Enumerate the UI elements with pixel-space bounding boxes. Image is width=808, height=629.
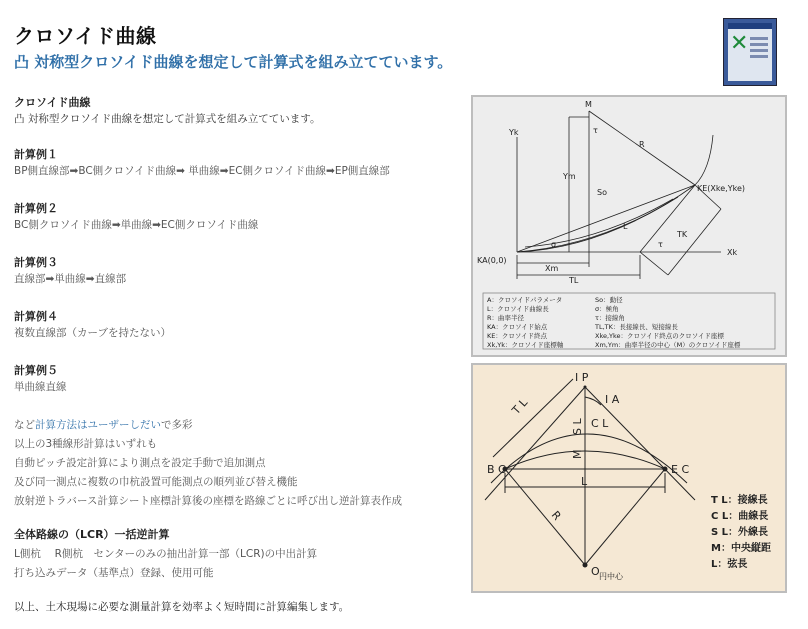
example-5-heading: 計算例５ [14,364,58,377]
legend-left-6: Xk,Yk：クロソイド座標軸 [487,341,564,349]
legend-l: L：弦長 [711,559,748,570]
description-column [14,95,454,615]
footer-text: 以上、土木現場に必要な測量計算を効率よく短時間に計算編集します。 [14,601,350,613]
label-ke: KE(Xke,Yke) [697,184,745,193]
radius-right [585,469,665,565]
example-3-heading: 計算例３ [14,256,58,269]
intro-heading: クロソイド曲線 [14,96,91,109]
example-2-text: BC側クロソイド曲線➡単曲線➡EC側クロソイド曲線 [14,219,259,231]
label-r: R [548,508,564,523]
lcr-heading: 全体路線の（LCR）一括逆計算 [14,528,170,541]
legend-left-2: L：クロソイド曲線長 [487,305,549,313]
legend-left-3: R：曲率半径 [487,314,525,322]
radius-left [505,469,585,565]
label-ia: I A [605,393,620,406]
example-5-text: 単曲線直線 [14,381,67,393]
label-ka: KA(0,0) [477,256,507,265]
excel-spreadsheet-icon[interactable]: ✕ [723,18,777,86]
label-xm: Xm [545,264,559,273]
label-tau-2: τ [658,240,663,249]
legend-right-6: Xm,Ym：曲率半径の中心（M）のクロソイド座標 [595,341,741,349]
label-ip: I P [575,371,589,384]
intro-text: 凸 対称型クロソイド曲線を想定して計算式を組み立てています。 [14,113,321,125]
label-m: M [571,449,584,459]
simple-curve-diagram [471,363,787,593]
outer-arc [491,434,690,483]
label-cl: C L [591,417,609,430]
legend-m: M：中央縦距 [711,543,771,554]
feature-line-4: 放射逆トラバース計算シート座標計算後の座標を路線ごとに呼び出し逆計算表作成 [14,495,402,507]
label-tl: T L [509,396,531,418]
label-sl: S L [571,418,584,435]
legend-right-1: So：動径 [595,296,623,304]
legend-sl: S L：外線長 [711,527,769,538]
example-4-text: 複数直線部（カーブを持たない） [14,327,171,339]
label-l: L [623,222,628,231]
legend-right-5: Xke,Yke：クロソイド終点のクロソイド座標 [595,332,724,340]
label-r: R [639,140,645,149]
tangent-right [585,387,695,500]
lcr-line-2: 打ち込みデータ（基準点）登録、使用可能 [14,567,214,579]
label-so: So [597,188,607,197]
legend-cl: C L：曲線長 [711,511,769,522]
page-subtitle: 凸 対称型クロソイド曲線を想定して計算式を組み立てています。 [14,53,453,71]
example-4-heading: 計算例４ [14,310,58,323]
label-ec: E C [671,463,690,476]
label-yk: Yk [509,128,519,137]
legend-left-4: KA：クロソイド始点 [487,323,548,331]
legend-right-3: τ：接線角 [595,314,625,322]
label-tk: TK [677,230,688,239]
clothoid-inner-curve [517,197,678,252]
page-title: クロソイド曲線 [14,24,157,48]
label-m: M [585,100,592,109]
lcr-line-1: L側杭 R側杭 センターのみの抽出計算一部（LCR)の中出計算 [14,548,318,560]
label-tl: TL [569,276,579,285]
label-center: 円中心 [599,572,623,581]
label-tau: τ [593,126,598,135]
example-3-text: 直線部➡単曲線➡直線部 [14,273,127,285]
legend-right-2: σ：極角 [595,305,619,313]
label-bc: B C [487,463,506,476]
legend-right-4: TL,TK：長接線長、短接線長 [595,323,678,331]
legend-tl: T L：接線長 [711,495,768,506]
label-ym: Ym [563,172,576,181]
feature-highlight: 計算方法はユーザーしだい [35,419,161,431]
example-1-text: BP側直線部➡BC側クロソイド曲線➡ 単曲線➡EC側クロソイド曲線➡EP側直線部 [14,165,390,177]
feature-line-2: 自動ピッチ設定計算により測点を設定手動で追加測点 [14,457,266,469]
feature-intro: など計算方法はユーザーしだいで多彩 [14,419,193,431]
feature-line-1: 以上の3種線形計算はいずれも [14,438,158,450]
label-l: L [581,475,588,488]
tangent-left [485,387,585,500]
label-xk: Xk [727,248,738,257]
label-sigma: σ [551,240,557,249]
example-1-heading: 計算例１ [14,148,58,161]
legend-left-1: A：クロソイドパラメータ [487,296,563,304]
legend-left-5: KE：クロソイド終点 [487,332,548,340]
label-o: O [591,565,600,578]
feature-line-3: 及び同一測点に複数の巾杭設置可能測点の順列並び替え機能 [14,476,298,488]
example-2-heading: 計算例２ [14,202,58,215]
clothoid-diagram [471,95,787,357]
